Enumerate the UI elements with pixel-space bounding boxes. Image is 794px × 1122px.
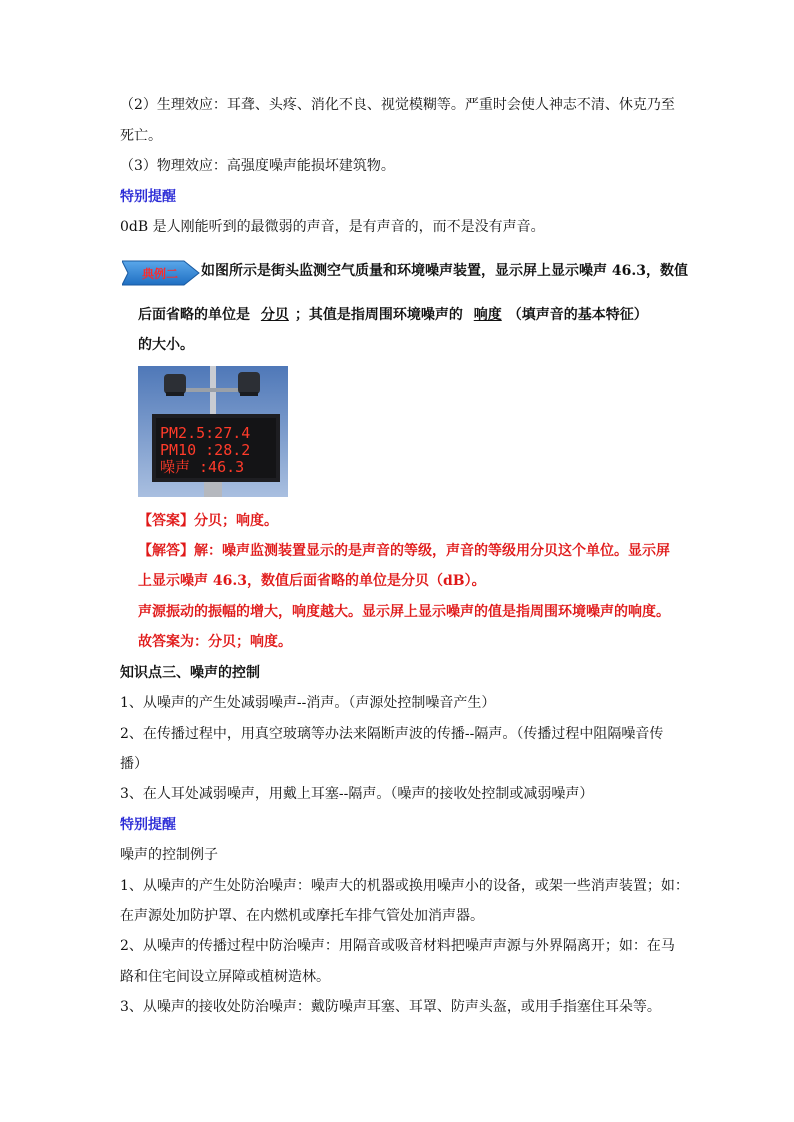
analysis-line-4: 故答案为：分贝；响度。 [138,634,292,650]
answer-line: 【答案】分贝；响度。 [138,513,278,529]
line-0db: 0dB 是人刚能听到的最微弱的声音，是有声音的，而不是没有声音。 [120,219,545,235]
section-title: 知识点三、噪声的控制 [120,665,260,681]
tip-heading-1: 特别提醒 [120,189,176,205]
line-death: 死亡。 [120,128,162,144]
control-point-2-cont: 播） [120,756,148,772]
display-row-pm10: PM10 :28.2 [160,441,251,459]
line-physiological: （2）生理效应：耳聋、头疼、消化不良、视觉模糊等。严重时会使人神志不清、休克乃至 [120,97,675,113]
tip-heading-2: 特别提醒 [120,817,176,833]
analysis-line-1: 【解答】解：噪声监测装置显示的是声音的等级，声音的等级用分贝这个单位。显示屏 [138,543,670,559]
control-point-1: 1、从噪声的产生处减弱噪声--消声。（声源处控制噪音产生） [120,695,496,711]
analysis-line-2: 上显示噪声 46.3，数值后面省略的单位是分贝（dB）。 [138,573,486,589]
examples-subtitle: 噪声的控制例子 [120,847,218,863]
example-1: 1、从噪声的产生处防治噪声：噪声大的机器或换用噪声小的设备，或架一些消声装置；如： [120,878,689,894]
display-row-noise: 噪声 :46.3 [160,458,245,476]
answer-blank-2: 响度 [473,307,502,323]
example-1-cont: 在声源处加防护罩、在内燃机或摩托车排气管处加消声器。 [120,908,484,924]
display-row-pm25: PM2.5:27.4 [160,424,251,442]
example-3: 3、从噪声的接收处防治噪声：戴防噪声耳塞、耳罩、防声头盔，或用手指塞住耳朵等。 [120,999,661,1015]
noise-monitor-photo [138,366,288,497]
control-point-3: 3、在人耳处减弱噪声，用戴上耳塞--隔声。（噪声的接收处控制或减弱噪声） [120,786,594,802]
control-point-2: 2、在传播过程中，用真空玻璃等办法来隔断声波的传播--隔声。（传播过程中阻隔噪音传 [120,726,664,742]
monitor-illustration [138,366,288,497]
answer-blank-1: 分贝 [260,307,289,323]
example-2-cont: 路和住宅间设立屏障或植树造林。 [120,969,330,985]
example-badge [122,258,200,288]
question-text-a: 后面省略的单位是 [138,307,255,323]
question-line-1: 如图所示是街头监测空气质量和环境噪声装置，显示屏上显示噪声 46.3，数值 [201,263,688,279]
example-2: 2、从噪声的传播过程中防治噪声：用隔音或吸音材料把噪声声源与外界隔离开；如：在马 [120,938,675,954]
question-text-b: ；其值是指周围环境噪声的 [294,307,468,323]
badge-label: 典例二 [141,267,179,281]
line-physical: （3）物理效应：高强度噪声能损坏建筑物。 [120,158,395,174]
question-line-3: 的大小。 [138,337,194,353]
question-line-2 [138,305,648,325]
analysis-line-3: 声源振动的振幅的增大，响度越大。显示屏上显示噪声的值是指周围环境噪声的响度。 [138,604,670,620]
question-text-c: （填声音的基本特征） [507,307,648,323]
